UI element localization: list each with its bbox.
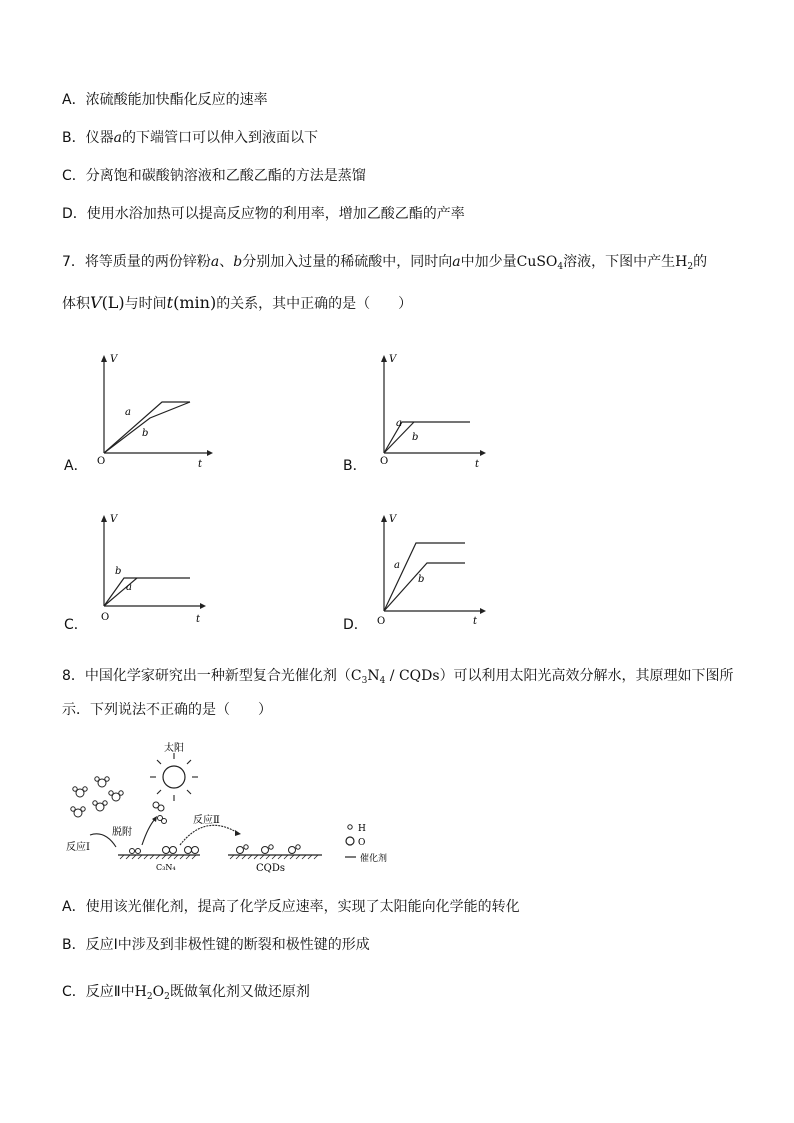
origin-label: O (380, 456, 389, 467)
q7-h2: H (675, 254, 688, 270)
q8-c: C (350, 668, 362, 684)
reaction2-label: 反应Ⅱ (193, 815, 220, 826)
desorb-label: 脱附 (112, 827, 132, 838)
reaction1-label: 反应Ⅰ (66, 842, 90, 853)
legend-o: O (358, 838, 366, 848)
q7-text: 分别加入过量的稀硫酸中，同时向 (242, 254, 453, 270)
curve-a (384, 543, 465, 611)
q8-sub: 3 (361, 676, 368, 686)
q7-text: 体积 (62, 296, 90, 312)
q7-text: 7．将等质量的两份锌粉 (62, 254, 211, 270)
q8-sub: 2 (164, 992, 170, 1002)
q7-text: 的 (693, 254, 708, 270)
curve-b-label: b (412, 432, 419, 443)
sun-icon (150, 753, 198, 801)
q7-text: 中加少量 (460, 254, 517, 270)
q7-text: 的关系，其中正确的是（ ） (216, 296, 413, 312)
q7-var-v: V (90, 293, 102, 312)
legend-catalyst: 催化剂 (360, 854, 388, 864)
photocatalysis-diagram (60, 735, 420, 880)
legend-o-icon (346, 837, 354, 845)
q8-option-c-post: 既做氧化剂又做还原剂 (169, 984, 310, 1000)
q8-sub: 2 (146, 992, 153, 1002)
q8-option-c-pre: C．反应Ⅱ中 (62, 984, 135, 1000)
q8-text: 8．中国化学家研究出一种新型复合光催化剂（ (62, 668, 351, 684)
v-axis-arrow (101, 355, 107, 362)
t-axis-label: t (198, 459, 203, 470)
legend-h: H (358, 824, 366, 834)
q7-var-a: a (210, 254, 220, 270)
q8-option-a: A．使用该光催化剂，提高了化学反应速率，实现了太阳能向化学能的转化 (62, 899, 520, 915)
legend-h-icon (348, 825, 352, 829)
q6-option-d: D．使用水浴加热可以提高反应物的利用率，增加乙酸乙酯的产率 (62, 206, 465, 222)
v-axis-arrow (381, 355, 387, 362)
v-axis-label: V (110, 514, 118, 525)
v-axis-label: V (389, 514, 397, 525)
q6-option-b-var: a (113, 130, 122, 146)
curve-a-label: a (126, 582, 132, 593)
q6-option-a: A．浓硫酸能加快酯化反应的速率 (62, 92, 268, 108)
q7-var-a: a (452, 254, 461, 270)
q7-unit-l: (L) (101, 293, 125, 312)
cqds-label: CQDs (256, 863, 285, 874)
c3n4-surface (118, 855, 200, 859)
desorb-arrow (142, 819, 155, 845)
q7-h2-sub: 2 (687, 262, 694, 272)
curve-a-label: a (394, 560, 400, 571)
sun-label: 太阳 (164, 743, 184, 754)
cqds-surface (228, 855, 322, 859)
q8-option-c (62, 982, 310, 1007)
v-axis-arrow (101, 515, 107, 522)
graph-label-b: B． (343, 458, 367, 474)
q7-cuso4-sub: 4 (557, 262, 564, 272)
adsorbed-molecules (130, 845, 301, 854)
q7-cuso4: CuSO (516, 254, 558, 270)
t-axis-arrow (207, 450, 213, 456)
reaction2-arrowhead (235, 830, 241, 836)
curve-b-label: b (418, 574, 425, 585)
q8-n: N (367, 668, 380, 684)
q8-h: H (134, 984, 147, 1000)
t-axis-label: t (196, 614, 201, 625)
t-axis-arrow (480, 450, 486, 456)
v-axis-label: V (389, 354, 397, 365)
graph-label-c: C． (64, 617, 88, 633)
q7-text: 溶液，下图中产生 (563, 254, 676, 270)
q7-text: 与时间 (124, 296, 167, 312)
q8-cqds: / CQDs (385, 668, 440, 684)
origin-label: O (101, 612, 110, 623)
water-molecules (71, 777, 123, 817)
v-axis-label: V (110, 354, 118, 365)
graph-label-a: A． (64, 458, 88, 474)
q8-stem-line1 (62, 666, 734, 691)
q6-option-b-post: 的下端管口可以伸入到液面以下 (121, 130, 318, 146)
graph-a (92, 350, 222, 470)
q8-option-b: B．反应Ⅰ中涉及到非极性键的断裂和极性键的形成 (62, 937, 370, 953)
q6-option-c: C．分离饱和碳酸钠溶液和乙酸乙酯的方法是蒸馏 (62, 168, 366, 184)
reaction2-arrow (180, 825, 238, 845)
graph-label-d: D． (343, 617, 368, 633)
t-axis-label: t (475, 459, 480, 470)
origin-label: O (377, 616, 386, 627)
q7-stem-line2 (62, 293, 412, 314)
q7-unit-min: (min) (173, 293, 217, 312)
graph-c (92, 510, 222, 630)
q7-var-b: b (233, 254, 243, 270)
q6-option-b (62, 128, 318, 148)
q7-sep: 、 (219, 254, 234, 270)
curve-a-label: a (396, 418, 402, 429)
curve-a-label: a (125, 407, 131, 418)
curve-b-label: b (142, 428, 149, 439)
graph-b (372, 350, 502, 470)
t-axis-label: t (473, 616, 478, 627)
diagram-legend (345, 824, 387, 864)
q7-var-t: t (166, 293, 174, 312)
c3n4-label: C₃N₄ (156, 863, 176, 872)
v-axis-arrow (381, 515, 387, 522)
t-axis-arrow (200, 603, 206, 609)
curve-b-label: b (115, 566, 122, 577)
q8-stem-line2: 示．下列说法不正确的是（ ） (62, 702, 272, 718)
q6-option-b-pre: B．仪器 (62, 130, 114, 146)
t-axis-arrow (480, 608, 486, 614)
q8-sub: 4 (379, 676, 386, 686)
q8-o: O (152, 984, 165, 1000)
curve-b (104, 578, 190, 606)
q7-stem-line1 (62, 252, 707, 277)
graph-d (372, 510, 502, 630)
origin-label: O (97, 456, 106, 467)
q8-text: ）可以利用太阳光高效分解水，其原理如下图所 (439, 668, 734, 684)
